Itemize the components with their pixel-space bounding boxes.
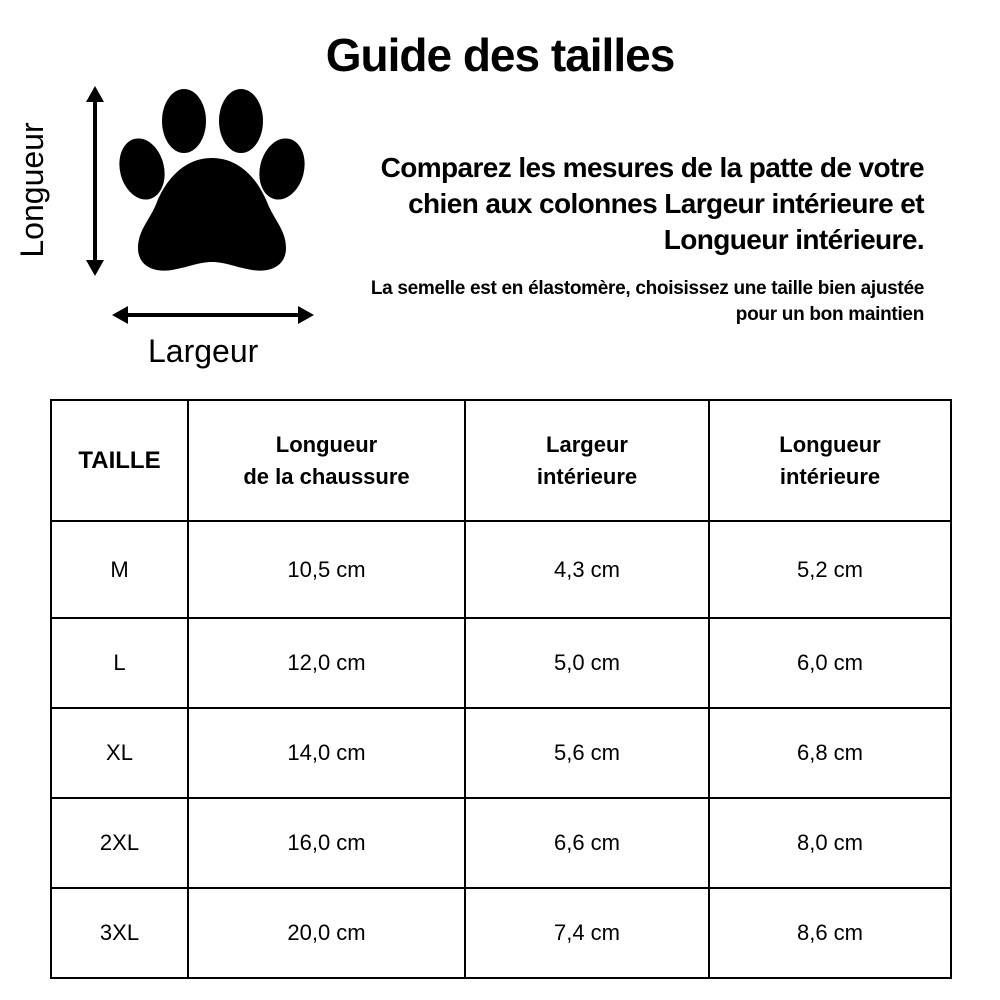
header-shoe-length-line2: de la chaussure xyxy=(243,463,410,489)
header-inner-length-line1: Longueur xyxy=(779,431,881,457)
inner-length-cell: 5,2 cm xyxy=(709,521,951,618)
size-table xyxy=(50,399,952,979)
shoe-length-cell: 20,0 cm xyxy=(188,888,465,978)
inner-width-cell: 4,3 cm xyxy=(465,521,709,618)
length-axis-label: Longueur xyxy=(14,122,50,258)
shoe-length-cell: 10,5 cm xyxy=(188,521,465,618)
header-shoe-length xyxy=(188,400,465,521)
table-row xyxy=(51,798,951,888)
size-cell: 3XL xyxy=(51,888,188,978)
inner-length-cell: 6,8 cm xyxy=(709,708,951,798)
header-inner-width-line1: Largeur xyxy=(546,431,628,457)
inner-length-cell: 8,6 cm xyxy=(709,888,951,978)
table-row xyxy=(51,708,951,798)
paw-icon xyxy=(113,89,311,271)
table-row xyxy=(51,888,951,978)
size-cell: 2XL xyxy=(51,798,188,888)
shoe-length-cell: 14,0 cm xyxy=(188,708,465,798)
inner-width-cell: 5,0 cm xyxy=(465,618,709,708)
width-arrow-icon xyxy=(112,306,314,324)
shoe-length-cell: 12,0 cm xyxy=(188,618,465,708)
inner-length-cell: 8,0 cm xyxy=(709,798,951,888)
header-inner-width xyxy=(465,400,709,521)
header-size-label: TAILLE xyxy=(78,446,161,474)
table-header-row xyxy=(51,400,951,521)
inner-width-cell: 6,6 cm xyxy=(465,798,709,888)
sole-note: La semelle est en élastomère, choisissez une taille bien ajustée pour un bon maintien xyxy=(370,278,924,325)
size-cell: M xyxy=(51,521,188,618)
header-inner-length-line2: intérieure xyxy=(779,463,881,489)
shoe-length-cell: 16,0 cm xyxy=(188,798,465,888)
header-inner-length xyxy=(709,400,951,521)
inner-width-cell: 5,6 cm xyxy=(465,708,709,798)
header-shoe-length-line1: Longueur xyxy=(275,431,378,457)
table-row xyxy=(51,521,951,618)
size-cell: XL xyxy=(51,708,188,798)
size-cell: L xyxy=(51,618,188,708)
intro-text: Comparez les mesures de la patte de votre chien aux colonnes Largeur intérieure et Longueur intérieure. xyxy=(380,152,924,255)
page-title: Guide des tailles xyxy=(325,29,675,81)
width-axis-label: Largeur xyxy=(148,333,259,369)
inner-width-cell: 7,4 cm xyxy=(465,888,709,978)
header-inner-width-line2: intérieure xyxy=(536,463,638,489)
length-arrow-icon xyxy=(86,86,104,276)
header-size xyxy=(51,400,188,521)
inner-length-cell: 6,0 cm xyxy=(709,618,951,708)
table-row xyxy=(51,618,951,708)
